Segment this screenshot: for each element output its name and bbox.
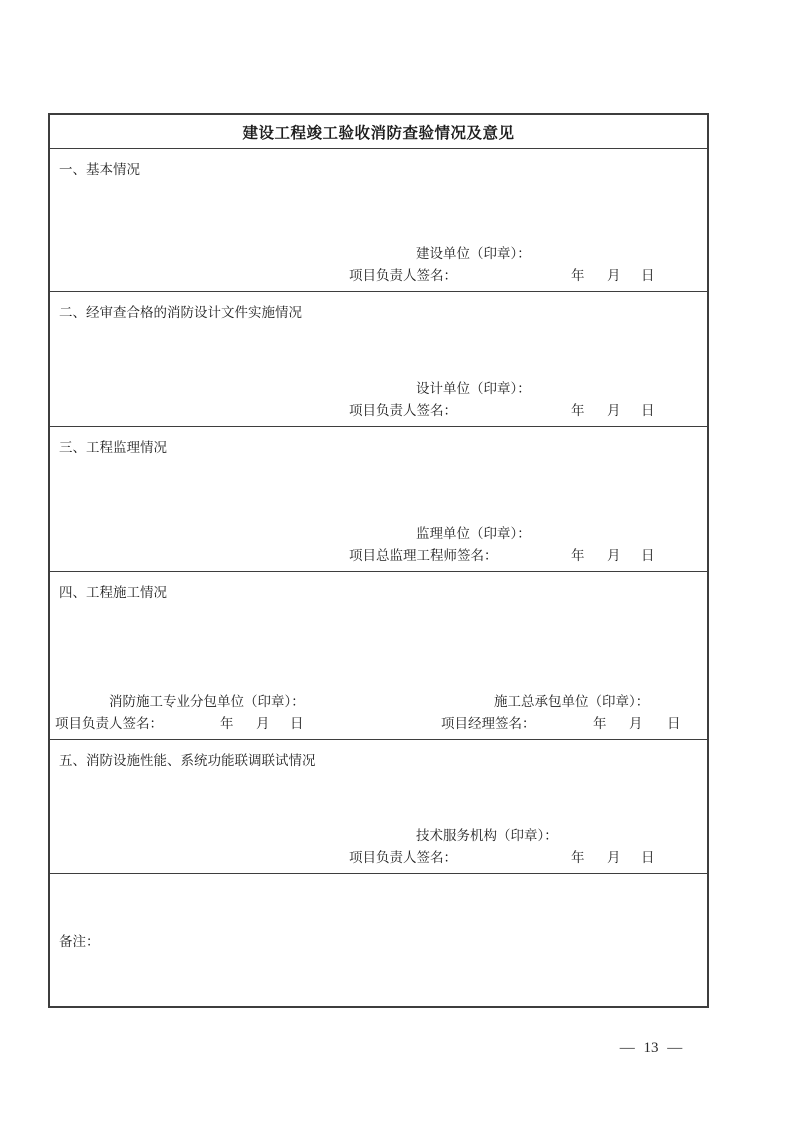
- signer-date-line: [50, 542, 707, 564]
- signature-area: [50, 240, 707, 284]
- signature-area: [50, 375, 707, 419]
- section-heading: 一、基本情况: [59, 162, 140, 177]
- section-heading: 三、工程监理情况: [59, 440, 167, 455]
- section-heading: 五、消防设施性能、系统功能联调联试情况: [59, 753, 316, 768]
- section-fire-facility-joint-test: [50, 740, 707, 874]
- date-month-label: 月: [256, 716, 270, 731]
- section-basic-info: [50, 149, 707, 292]
- section-remarks: [50, 874, 707, 1006]
- signature-area: [50, 520, 707, 564]
- signer-name-label: 项目负责人签名：: [55, 716, 163, 731]
- signer-date-line: [50, 710, 707, 732]
- date-month-label: 月: [607, 548, 621, 563]
- section-heading: 四、工程施工情况: [59, 585, 167, 600]
- remarks-label: 备注：: [59, 934, 100, 949]
- fire-inspection-form-table: [48, 113, 709, 1008]
- page-number: — 13 —: [619, 1040, 683, 1056]
- date-year-label: 年: [593, 716, 607, 731]
- section-design-file-implementation: [50, 292, 707, 427]
- date-day-label: 日: [641, 850, 655, 865]
- date-month-label: 月: [607, 268, 621, 283]
- date-day-label: 日: [641, 548, 655, 563]
- date-year-label: 年: [571, 548, 585, 563]
- date-year-label: 年: [571, 268, 585, 283]
- signer-date-line: [50, 397, 707, 419]
- general-contractor-seal-label: 施工总承包单位（印章）：: [494, 694, 650, 709]
- fire-subcontractor-seal-label: 消防施工专业分包单位（印章）：: [109, 694, 305, 709]
- date-year-label: 年: [220, 716, 234, 731]
- unit-seal-line: [50, 822, 707, 844]
- unit-seal-line: [50, 688, 707, 710]
- section-project-construction: [50, 572, 707, 740]
- signature-area: [50, 822, 707, 866]
- signature-area: [50, 688, 707, 732]
- unit-seal-line: [50, 240, 707, 262]
- date-day-label: 日: [667, 716, 681, 731]
- signer-name-label: 项目负责人签名：: [349, 850, 457, 865]
- unit-seal-label: 设计单位（印章）：: [416, 381, 531, 396]
- section-project-supervision: [50, 427, 707, 572]
- date-year-label: 年: [571, 850, 585, 865]
- technical-service-org-seal-label: 技术服务机构（印章）：: [416, 828, 558, 843]
- date-day-label: 日: [290, 716, 304, 731]
- date-month-label: 月: [607, 403, 621, 418]
- unit-seal-line: [50, 520, 707, 542]
- unit-seal-line: [50, 375, 707, 397]
- unit-seal-label: 建设单位（印章）：: [416, 246, 531, 261]
- signer-name-label: 项目总监理工程师签名：: [349, 548, 498, 563]
- date-day-label: 日: [641, 268, 655, 283]
- signer-name-label: 项目负责人签名：: [349, 403, 457, 418]
- signer-name-label: 项目负责人签名：: [349, 268, 457, 283]
- date-month-label: 月: [629, 716, 643, 731]
- form-title-row: [50, 115, 707, 149]
- signer-date-line: [50, 844, 707, 866]
- section-heading: 二、经审查合格的消防设计文件实施情况: [59, 305, 302, 320]
- form-title: 建设工程竣工验收消防查验情况及意见: [242, 124, 515, 142]
- date-month-label: 月: [607, 850, 621, 865]
- signer-date-line: [50, 262, 707, 284]
- date-year-label: 年: [571, 403, 585, 418]
- unit-seal-label: 监理单位（印章）：: [416, 526, 531, 541]
- project-manager-signature-label: 项目经理签名：: [441, 716, 536, 731]
- date-day-label: 日: [641, 403, 655, 418]
